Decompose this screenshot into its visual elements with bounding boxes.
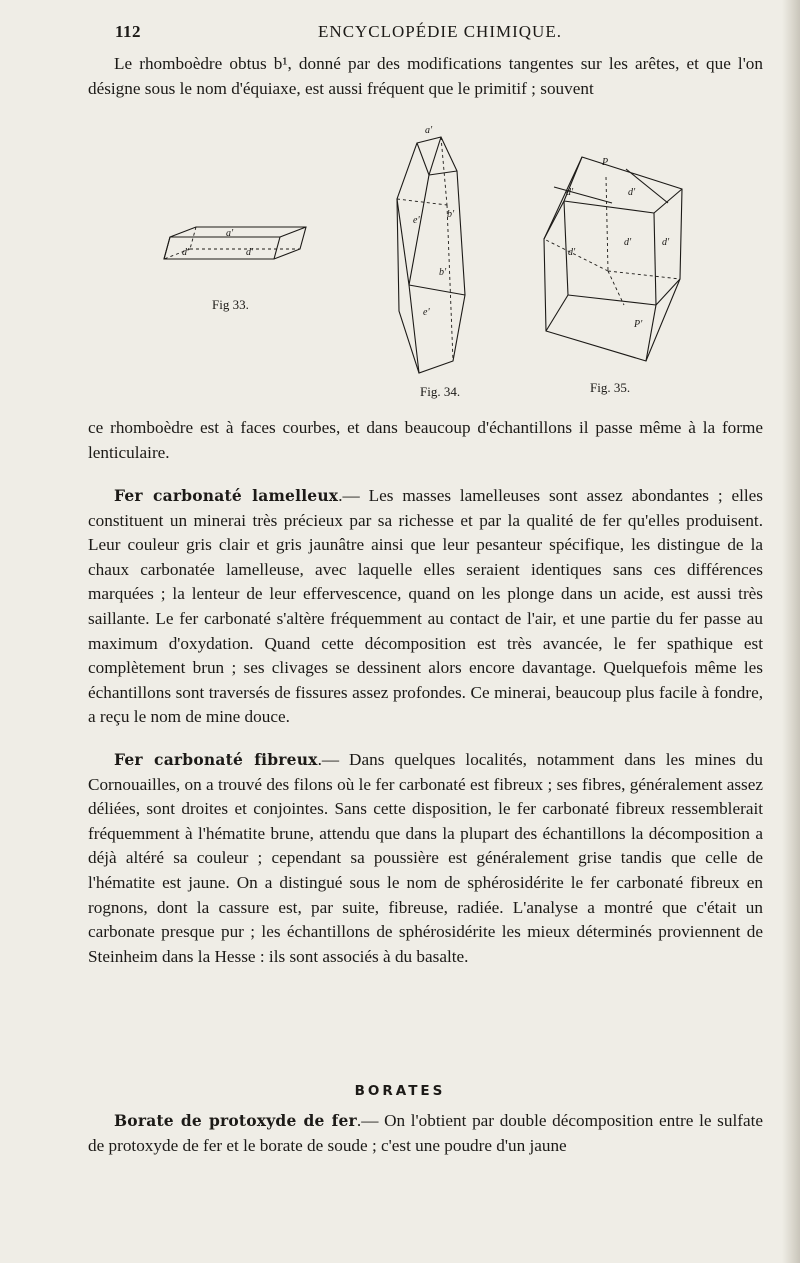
page-number: 112 xyxy=(115,22,142,41)
figure-35-caption: Fig. 35. xyxy=(590,380,631,395)
section-lamelleux-body: .— Les masses lamelleuses sont assez abondantes ; elles constituent un minerai très précieux par sa richesse et par la qualité de fer qu'elles produisent. Leur couleur gris clair et gris jaunâtre ainsi que leur pesanteur spécifique, les distingue de la chaux carbonatée lamelleuse, avec laquelle elles seraient identiques sans ces différences marquées ; la lenteur de leur effervescence, quand on les plonge dans un acide, est aussi très saillante. Le fer carbonaté s'altère fréquemment au contact de l'air, et une partie du fer passe au maximum d'oxydation. Quand cette décomposition est très avancée, le fer spathique est complètement brun ; ses clivages se dessinent alors encore davantage. Quelquefois même les échantillons sont traversés de fissures assez profondes. Ce minerai, beaucoup plus facile à fondre, a reçu le nom de mine douce. xyxy=(88,486,763,727)
continuation-paragraph: ce rhomboèdre est à faces courbes, et dans beaucoup d'échantillons il passe même à la forme lenticulaire. xyxy=(88,418,763,462)
figure-34-drawing xyxy=(395,125,475,375)
figure-34-caption: Fig. 34. xyxy=(420,384,461,399)
intro-paragraph: Le rhomboèdre obtus b¹, donné par des modifications tangentes sur les arêtes, et que l'on désigne sous le nom d'équiaxe, est aussi fréquent que le primitif ; souvent xyxy=(88,54,763,98)
fig34-label-a: a' xyxy=(425,125,433,136)
fig35-label-d2: d' xyxy=(628,187,636,198)
fig35-label-d5: d' xyxy=(662,237,670,248)
section-fibreux xyxy=(88,748,763,969)
section-borate-body: .— On l'obtient par double décomposition entre le sulfate de protoxyde de fer et le borate de soude ; c'est une poudre d'un jaune xyxy=(88,1111,763,1155)
fig34-label-e2: e' xyxy=(423,307,430,318)
fig35-label-p-prime: P' xyxy=(634,319,643,330)
fig35-label-d4: d' xyxy=(624,237,632,248)
section-fibreux-lead: Fer carbonaté fibreux xyxy=(114,749,318,769)
section-lamelleux xyxy=(88,484,763,730)
continuation-text xyxy=(88,416,763,465)
fig33-label-a: a' xyxy=(226,228,234,239)
section-lamelleux-lead: Fer carbonaté lamelleux xyxy=(114,486,339,505)
intro-text xyxy=(88,52,763,101)
fig34-label-b1: b' xyxy=(447,209,455,220)
crystal-figures xyxy=(0,125,800,415)
figure-33-caption: Fig 33. xyxy=(212,297,249,312)
section-borate xyxy=(88,1109,763,1158)
running-header xyxy=(115,22,765,46)
fig34-label-e1: e' xyxy=(413,215,420,226)
heading-borates: BORATES xyxy=(354,1083,446,1099)
fig33-label-d1: d' xyxy=(182,247,190,258)
section-borate-lead: Borate de protoxyde de fer xyxy=(114,1111,357,1130)
section-text xyxy=(88,484,763,969)
running-title: ENCYCLOPÉDIE CHIMIQUE. xyxy=(318,22,562,41)
section-fibreux-body: .— Dans quelques localités, notamment dans les mines du Cornouailles, on a trouvé des filons où le fer carbonaté est fibreux ; ses fibres, généralement assez déliées, sont droites et conjointes. Sans cette disposition, le fer carbonaté fibreux ressemblerait fréquemment à l'hématite brune, attendu que dans la plupart des échantillons la décomposition a déjà altéré sa couleur ; cependant sa poussière est généralement grise tandis que celle de l'hématite est jaune. On a distingué sous le nom de sphérosidérite le fer carbonaté fibreux en rognons, dont la cassure est, par suite, fibreuse, radiée. L'analyse a montré que c'était un carbonate presque pur ; les échantillons de sphérosidérite les mieux déterminés proviennent de Steinheim dans la Hesse : ils sont associés à du basalte. xyxy=(88,749,763,966)
fig34-label-b2: b' xyxy=(439,267,447,278)
figure-35-drawing xyxy=(542,155,687,365)
fig35-label-d1: d' xyxy=(566,187,574,198)
fig33-label-d2: d' xyxy=(246,247,254,258)
figure-33-drawing xyxy=(160,225,310,285)
fig35-label-d3: d' xyxy=(568,247,576,258)
fig35-label-p: P xyxy=(602,157,609,168)
borate-text xyxy=(88,1109,763,1158)
